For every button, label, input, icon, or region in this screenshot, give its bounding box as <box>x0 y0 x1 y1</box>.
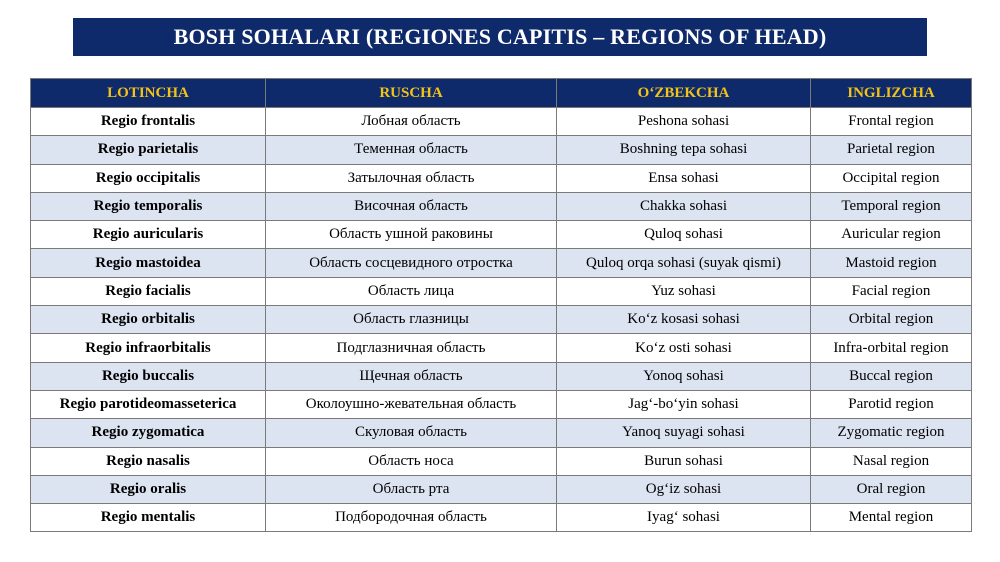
table-row <box>31 249 972 277</box>
header-english: INGLIZCHA <box>811 79 972 108</box>
cell-english: Parotid region <box>811 390 972 418</box>
cell-english: Mental region <box>811 504 972 532</box>
header-latin: LOTINCHA <box>31 79 266 108</box>
cell-russian: Область сосцевидного отростка <box>266 249 557 277</box>
cell-russian: Область ушной раковины <box>266 221 557 249</box>
cell-uzbek: Quloq sohasi <box>557 221 811 249</box>
cell-russian: Щечная область <box>266 362 557 390</box>
cell-russian: Околоушно-жевательная область <box>266 390 557 418</box>
table-row <box>31 447 972 475</box>
cell-uzbek: Iyag‘ sohasi <box>557 504 811 532</box>
cell-english: Occipital region <box>811 164 972 192</box>
cell-latin: Regio parotideomasseterica <box>31 390 266 418</box>
table-row <box>31 192 972 220</box>
cell-latin: Regio zygomatica <box>31 419 266 447</box>
cell-uzbek: Ko‘z osti sohasi <box>557 334 811 362</box>
header-uzbek: O‘ZBEKCHA <box>557 79 811 108</box>
table-row <box>31 419 972 447</box>
table-row <box>31 334 972 362</box>
cell-russian: Область лица <box>266 277 557 305</box>
table-row <box>31 277 972 305</box>
terms-table <box>30 78 972 532</box>
cell-uzbek: Boshning tepa sohasi <box>557 136 811 164</box>
table-row <box>31 504 972 532</box>
cell-russian: Лобная область <box>266 108 557 136</box>
cell-uzbek: Yonoq sohasi <box>557 362 811 390</box>
cell-uzbek: Yanoq suyagi sohasi <box>557 419 811 447</box>
table-row <box>31 164 972 192</box>
cell-russian: Подглазничная область <box>266 334 557 362</box>
cell-english: Auricular region <box>811 221 972 249</box>
cell-latin: Regio oralis <box>31 475 266 503</box>
cell-english: Frontal region <box>811 108 972 136</box>
cell-english: Infra-orbital region <box>811 334 972 362</box>
cell-latin: Regio infraorbitalis <box>31 334 266 362</box>
table-body <box>31 108 972 532</box>
cell-latin: Regio parietalis <box>31 136 266 164</box>
cell-latin: Regio buccalis <box>31 362 266 390</box>
cell-english: Oral region <box>811 475 972 503</box>
table-row <box>31 362 972 390</box>
cell-latin: Regio frontalis <box>31 108 266 136</box>
cell-uzbek: Chakka sohasi <box>557 192 811 220</box>
cell-russian: Скуловая область <box>266 419 557 447</box>
cell-uzbek: Yuz sohasi <box>557 277 811 305</box>
cell-uzbek: Burun sohasi <box>557 447 811 475</box>
table-row <box>31 390 972 418</box>
cell-english: Orbital region <box>811 306 972 334</box>
cell-latin: Regio mastoidea <box>31 249 266 277</box>
cell-russian: Область рта <box>266 475 557 503</box>
cell-latin: Regio orbitalis <box>31 306 266 334</box>
table-row <box>31 108 972 136</box>
cell-russian: Затылочная область <box>266 164 557 192</box>
cell-english: Zygomatic region <box>811 419 972 447</box>
cell-uzbek: Ensa sohasi <box>557 164 811 192</box>
cell-uzbek: Og‘iz sohasi <box>557 475 811 503</box>
cell-english: Temporal region <box>811 192 972 220</box>
header-row <box>31 79 972 108</box>
cell-uzbek: Ko‘z kosasi sohasi <box>557 306 811 334</box>
cell-uzbek: Peshona sohasi <box>557 108 811 136</box>
table-row <box>31 306 972 334</box>
cell-russian: Область носа <box>266 447 557 475</box>
cell-russian: Височная область <box>266 192 557 220</box>
cell-english: Buccal region <box>811 362 972 390</box>
table-row <box>31 475 972 503</box>
cell-uzbek: Jag‘-bo‘yin sohasi <box>557 390 811 418</box>
header-russian: RUSCHA <box>266 79 557 108</box>
cell-english: Facial region <box>811 277 972 305</box>
cell-latin: Regio nasalis <box>31 447 266 475</box>
cell-russian: Теменная область <box>266 136 557 164</box>
cell-english: Nasal region <box>811 447 972 475</box>
table-row <box>31 136 972 164</box>
cell-latin: Regio auricularis <box>31 221 266 249</box>
page-title: BOSH SOHALARI (REGIONES CAPITIS – REGIONS OF HEAD) <box>73 18 927 56</box>
cell-uzbek: Quloq orqa sohasi (suyak qismi) <box>557 249 811 277</box>
table-row <box>31 221 972 249</box>
cell-latin: Regio facialis <box>31 277 266 305</box>
cell-english: Parietal region <box>811 136 972 164</box>
cell-latin: Regio temporalis <box>31 192 266 220</box>
cell-russian: Область глазницы <box>266 306 557 334</box>
cell-latin: Regio occipitalis <box>31 164 266 192</box>
cell-russian: Подбородочная область <box>266 504 557 532</box>
cell-latin: Regio mentalis <box>31 504 266 532</box>
cell-english: Mastoid region <box>811 249 972 277</box>
